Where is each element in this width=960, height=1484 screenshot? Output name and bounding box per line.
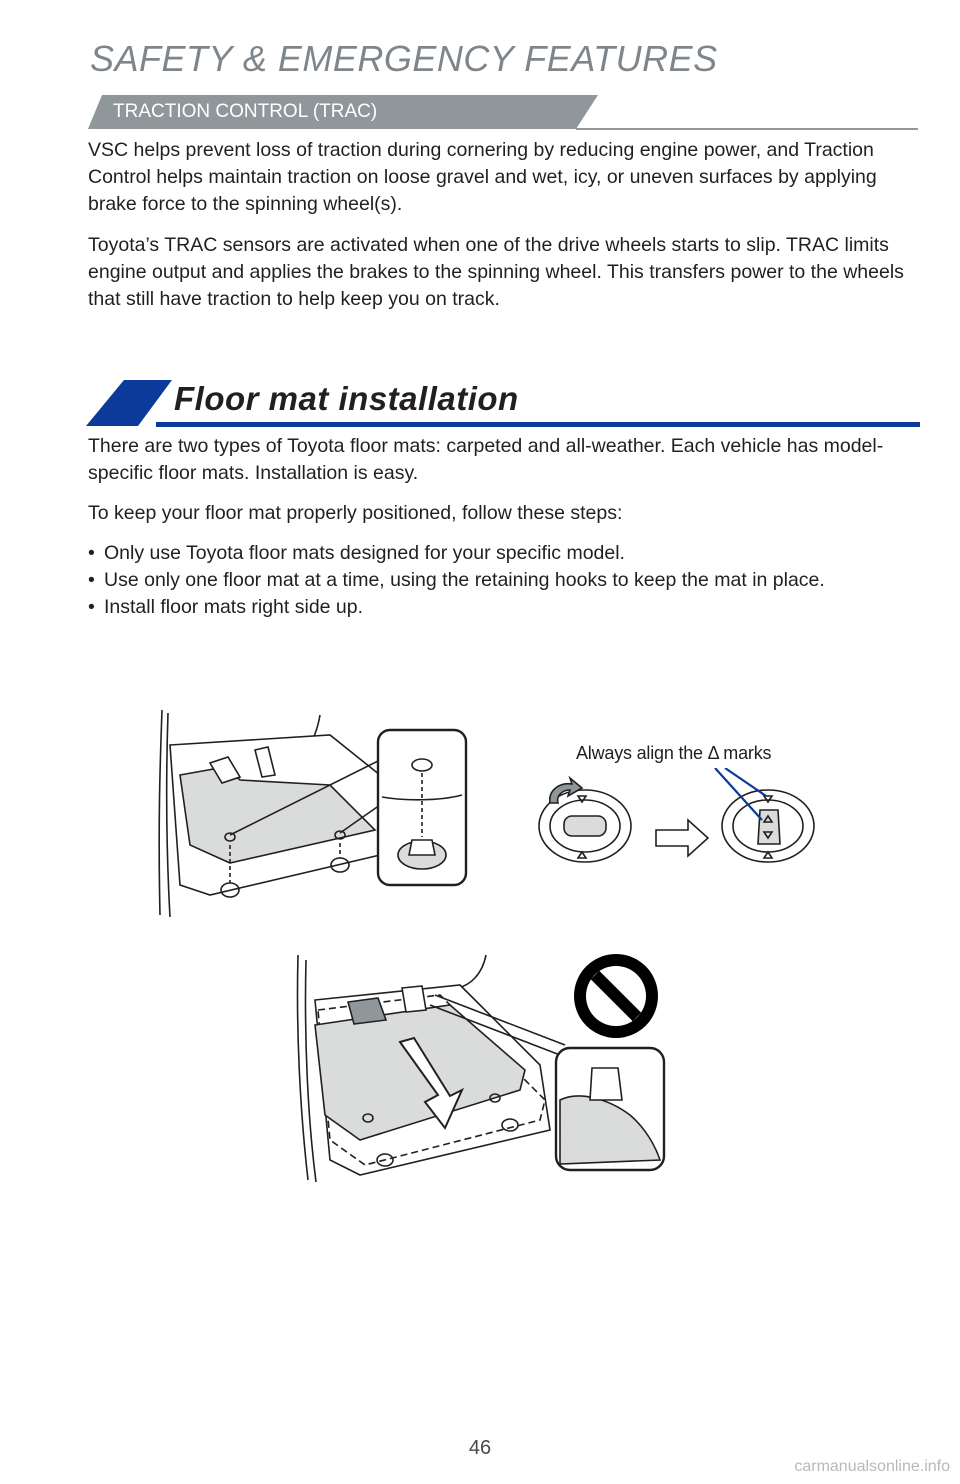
watermark: carmanualsonline.info: [794, 1458, 950, 1475]
section-title: SAFETY & EMERGENCY FEATURES: [90, 38, 718, 79]
trac-label: TRACTION CONTROL (TRAC): [113, 101, 378, 122]
bullet-glyph: •: [88, 542, 95, 564]
floor-mat-heading: Floor mat installation: [174, 380, 519, 417]
trac-paragraph-1: VSC helps prevent loss of traction during cornering by reducing engine power, and Traction Control helps maintain traction on loose gravel and wet, icy, or uneven surfaces by applying brake force to the spinning wheel(s).: [88, 139, 877, 215]
prohibited-icon: [574, 954, 658, 1038]
list-item: • Use only one floor mat at a time, using the retaining hooks to keep the mat in place.: [88, 567, 918, 594]
incorrect-mat-illustration: [290, 950, 670, 1185]
list-item: • Install floor mats right side up.: [88, 594, 918, 621]
bullet-glyph: •: [88, 596, 95, 618]
list-item: • Only use Toyota floor mats designed for your specific model.: [88, 540, 918, 567]
page-number: 46: [468, 1437, 492, 1459]
align-marks-illustration: [530, 768, 820, 868]
floor-mat-steps-intro: To keep your floor mat properly positioned, follow these steps:: [88, 502, 623, 524]
floor-mat-intro: There are two types of Toyota floor mats: carpeted and all-weather. Each vehicle has model-specific floor mats. Installation is easy.: [88, 435, 884, 484]
floor-mat-bullet-list: [88, 540, 918, 621]
trac-paragraph-2: Toyota’s TRAC sensors are activated when one of the drive wheels starts to slip. TRAC limits engine output and applies the brakes to the spinning wheel. This transfers power to the wheels that still have traction to help keep you on track.: [88, 234, 904, 310]
align-marks-caption: Always align the Δ marks: [576, 743, 772, 763]
floor-mat-hook-illustration: [150, 705, 470, 920]
bullet-glyph: •: [88, 569, 95, 591]
